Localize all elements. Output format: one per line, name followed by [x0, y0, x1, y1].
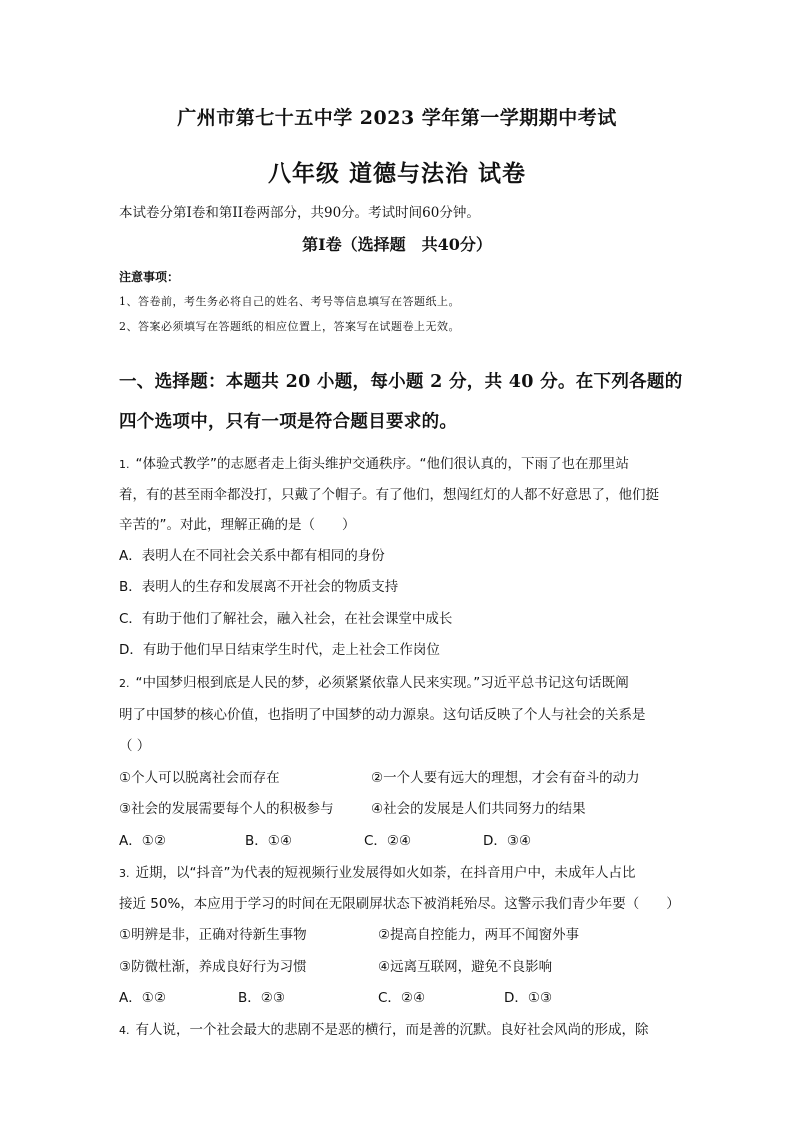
question-2-statement-2: ②一个人要有远大的理想，才会有奋斗的动力 [371, 770, 640, 786]
exam-subtitle: 八年级 道德与法治 试卷 [267, 160, 526, 187]
question-2-option-a: A．①② [119, 833, 166, 849]
question-2-line2: 明了中国梦的核心价值，也指明了中国梦的动力源泉。这句话反映了个人与社会的关系是 [119, 707, 646, 723]
section-heading-line2: 四个选项中，只有一项是符合题目要求的。 [119, 412, 458, 432]
question-2-line1 [119, 671, 629, 691]
question-1-line3: 辛苦的”。对此，理解正确的是（ ） [119, 517, 356, 533]
question-1-line2: 着，有的甚至雨伞都没打，只戴了个帽子。有了他们，想闯红灯的人都不好意思了，他们挺 [119, 487, 659, 503]
question-1-text: “体验式教学”的志愿者走上街头维护交通秩序。“他们很认真的，下雨了也在那里站 [135, 456, 629, 472]
part-heading: 第Ⅰ卷（选择题 共40分） [302, 235, 492, 254]
question-2-option-d: D．③④ [483, 833, 532, 849]
question-3-statement-4: ④远离互联网，避免不良影响 [378, 959, 553, 975]
question-2-text: “中国梦归根到底是人民的梦，必须紧紧依靠人民来实现。”习近平总书记这句话既阐 [135, 675, 629, 691]
question-4-number: 4. [119, 1024, 130, 1037]
question-2-option-b: B．①④ [245, 833, 292, 849]
question-4-text: 有人说，一个社会最大的悲剧不是恶的横行，而是善的沉默。良好社会风尚的形成，除 [135, 1022, 649, 1038]
question-2-statement-3: ③社会的发展需要每个人的积极参与 [119, 801, 334, 817]
question-1-option-b: B．表明人的生存和发展离不开社会的物质支持 [119, 579, 399, 595]
question-3-text: 近期，以“抖音”为代表的短视频行业发展得如火如荼，在抖音用户中，未成年人占比 [135, 865, 636, 881]
question-3-line1 [119, 861, 636, 881]
question-2-number: 2. [119, 677, 130, 690]
question-1-line1 [119, 452, 629, 472]
question-1-option-a: A．表明人在不同社会关系中都有相同的身份 [119, 548, 385, 564]
question-3-statement-2: ②提高自控能力，两耳不闻窗外事 [378, 927, 580, 943]
notes-heading: 注意事项： [119, 270, 180, 284]
note-item: 2、答案必须填写在答题纸的相应位置上，答案写在试题卷上无效。 [119, 320, 460, 333]
question-3-number: 3. [119, 867, 130, 880]
exam-title: 广州市第七十五中学 2023 学年第一学期期中考试 [177, 107, 617, 129]
question-2-statement-4: ④社会的发展是人们共同努力的结果 [371, 801, 586, 817]
question-3-option-b: B．②③ [238, 990, 285, 1006]
question-3-statement-3: ③防微杜渐，养成良好行为习惯 [119, 959, 307, 975]
question-2-statement-1: ①个人可以脱离社会而存在 [119, 770, 280, 786]
exam-intro: 本试卷分第Ⅰ卷和第II卷两部分，共90分。考试时间60分钟。 [119, 205, 480, 221]
question-2-option-c: C．②④ [364, 833, 412, 849]
note-item: 1、答卷前，考生务必将自己的姓名、考号等信息填写在答题纸上。 [119, 295, 460, 308]
question-1-option-d: D．有助于他们早日结束学生时代，走上社会工作岗位 [119, 642, 440, 658]
question-3-statement-1: ①明辨是非，正确对待新生事物 [119, 927, 307, 943]
section-heading-line1: 一、选择题：本题共 20 小题，每小题 2 分，共 40 分。在下列各题的 [119, 372, 683, 392]
question-2-line3: （ ） [119, 738, 151, 754]
question-3-option-a: A．①② [119, 990, 166, 1006]
question-3-option-c: C．②④ [378, 990, 426, 1006]
question-1-option-c: C．有助于他们了解社会，融入社会，在社会课堂中成长 [119, 611, 453, 627]
question-3-line2: 接近 50%，本应用于学习的时间在无限刷屏状态下被消耗殆尽。这警示我们青少年要（ ） [119, 896, 680, 912]
question-3-option-d: D．①③ [504, 990, 553, 1006]
question-1-number: 1. [119, 458, 130, 471]
question-4-line1 [119, 1018, 649, 1038]
